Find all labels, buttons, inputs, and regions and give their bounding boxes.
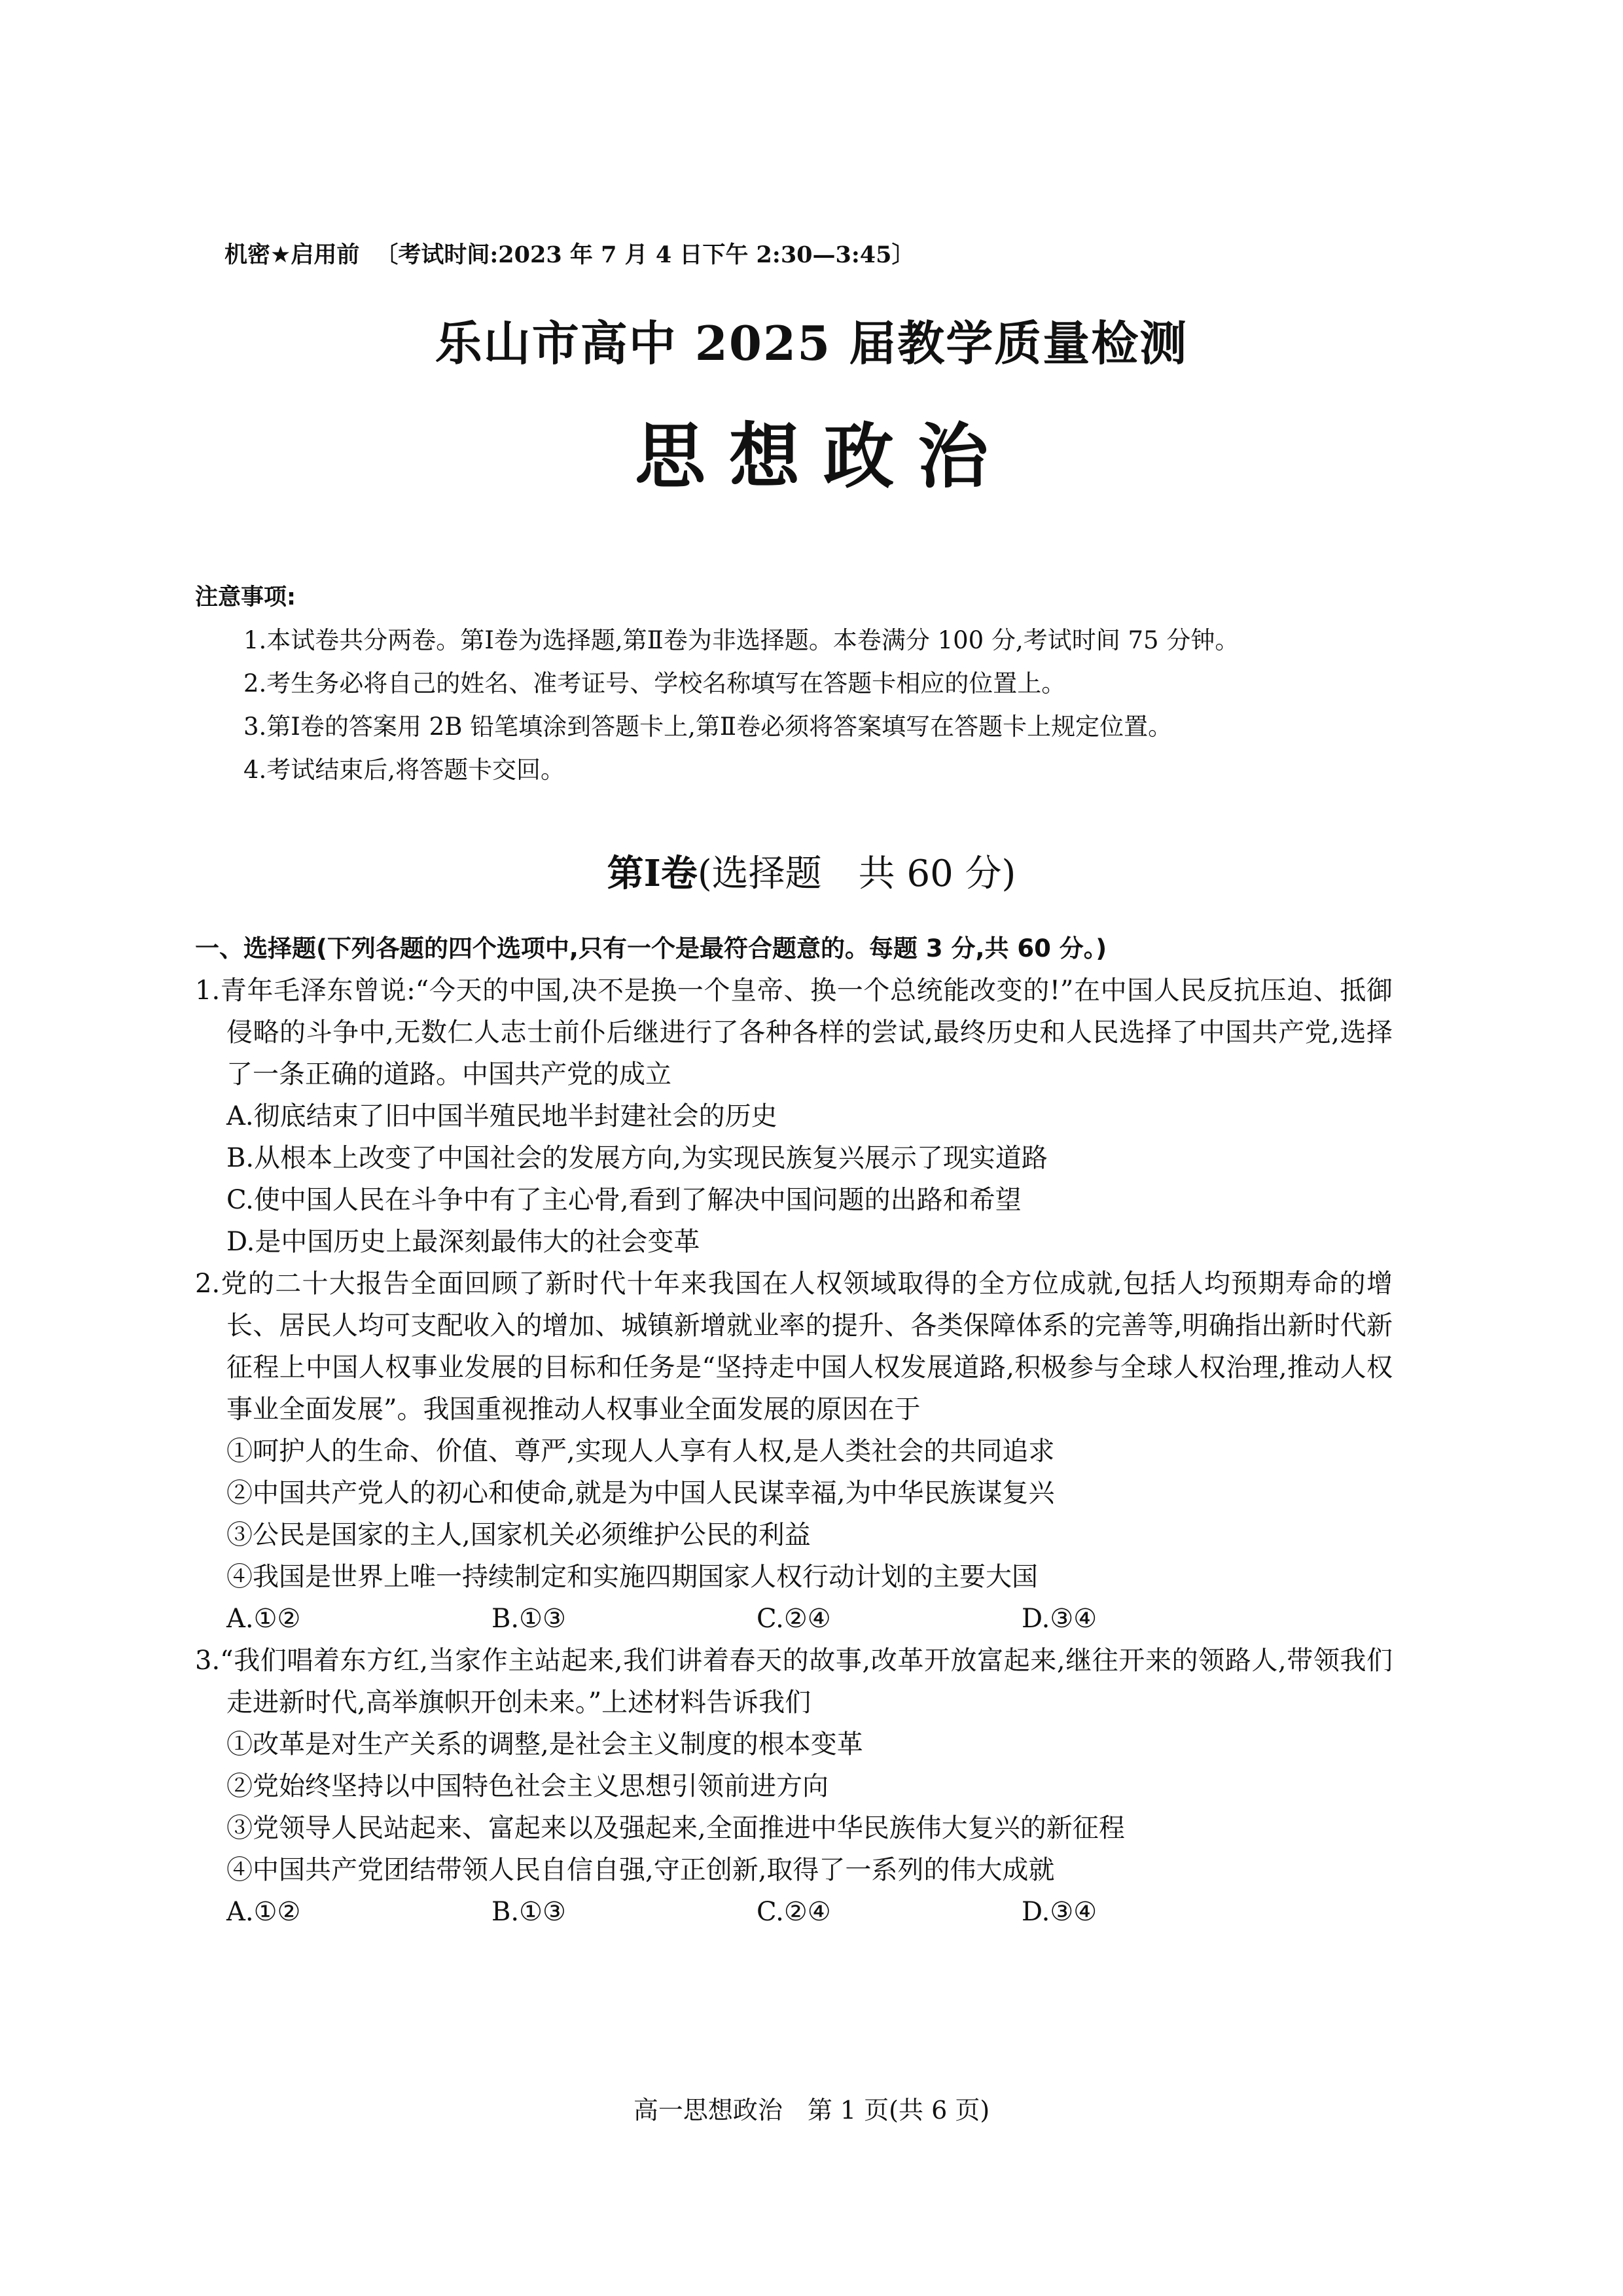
exam-time: 〔考试时间:2023 年 7 月 4 日下午 2:30—3:45〕 <box>375 241 915 268</box>
option-b: B.从根本上改变了中国社会的发展方向,为实现民族复兴展示了现实道路 <box>226 1143 1048 1173</box>
question-stem: 1.青年毛泽东曾说:“今天的中国,决不是换一个皇帝、换一个总统能改变的!”在中国人民反抗压迫、抵御侵略的斗争中,无数仁人志士前仆后继进行了各种各样的尝试,最终历史和人民选择了中国共产党,选择了一条正确的道路。中国共产党的成立 <box>195 976 1393 1089</box>
notice-section <box>195 576 1393 792</box>
subject-title: 思想政治 <box>634 415 1012 498</box>
part-one-title <box>0 844 1623 904</box>
section-heading: 一、选择题(下列各题的四个选项中,只有一个是最符合题意的。每题 3 分,共 60 分。) <box>195 934 1107 963</box>
exam-title: 乐山市高中 2025 届教学质量检测 <box>435 315 1188 371</box>
option-d: D.③④ <box>1022 1897 1097 1927</box>
option-b: B.①③ <box>491 1897 566 1927</box>
confidential-line <box>224 236 915 275</box>
notice-item: 1.本试卷共分两卷。第Ⅰ卷为选择题,第Ⅱ卷为非选择题。本卷满分 100 分,考试时间 75 分钟。 <box>243 626 1240 654</box>
notice-item: 3.第Ⅰ卷的答案用 2B 铅笔填涂到答题卡上,第Ⅱ卷必须将答案填写在答题卡上规定位置。 <box>243 713 1173 741</box>
option-c: C.使中国人民在斗争中有了主心骨,看到了解决中国问题的出路和希望 <box>226 1185 1022 1215</box>
option-a: A.①② <box>226 1897 301 1927</box>
answer-options <box>195 1598 1393 1640</box>
option-d: D.③④ <box>1022 1604 1097 1634</box>
notice-item: 2.考生务必将自己的姓名、准考证号、学校名称填写在答题卡相应的位置上。 <box>243 669 1066 698</box>
notice-heading: 注意事项: <box>195 584 296 610</box>
notice-item: 4.考试结束后,将答题卡交回。 <box>243 756 565 784</box>
option-a: A.①② <box>226 1604 301 1634</box>
question-1 <box>195 970 1393 1263</box>
statement-4: ④中国共产党团结带领人民自信自强,守正创新,取得了一系列的伟大成就 <box>226 1855 1055 1885</box>
confidential-label: 机密★启用前 <box>224 242 360 268</box>
part-one-label: 第Ⅰ卷 <box>607 852 698 895</box>
answer-options <box>195 1891 1393 1933</box>
statement-1: ①呵护人的生命、价值、尊严,实现人人享有人权,是人类社会的共同追求 <box>226 1436 1055 1466</box>
question-3 <box>195 1640 1393 1933</box>
part-one-subtitle: (选择题 共 60 分) <box>697 853 1016 895</box>
option-a: A.彻底结束了旧中国半殖民地半封建社会的历史 <box>226 1101 777 1131</box>
statement-3: ③公民是国家的主人,国家机关必须维护公民的利益 <box>226 1520 811 1550</box>
option-b: B.①③ <box>491 1604 566 1634</box>
question-2 <box>195 1263 1393 1640</box>
option-d: D.是中国历史上最深刻最伟大的社会变革 <box>226 1227 700 1257</box>
statement-2: ②党始终坚持以中国特色社会主义思想引领前进方向 <box>226 1771 829 1801</box>
question-stem: 3.“我们唱着东方红,当家作主站起来,我们讲着春天的故事,改革开放富起来,继往开来的领路人,带领我们走进新时代,高举旗帜开创未来。”上述材料告诉我们 <box>195 1646 1393 1718</box>
statement-1: ①改革是对生产关系的调整,是社会主义制度的根本变革 <box>226 1729 863 1759</box>
question-stem: 2.党的二十大报告全面回顾了新时代十年来我国在人权领域取得的全方位成就,包括人均预期寿命的增长、居民人均可支配收入的增加、城镇新增就业率的提升、各类保障体系的完善等,明确指出新时代新征程上中国人权事业发展的目标和任务是“坚持走中国人权发展道路,积极参与全球人权治理,推动人权事业全面发展”。我国重视推动人权事业全面发展的原因在于 <box>195 1269 1393 1424</box>
page-footer: 高一思想政治 第 1 页(共 6 页) <box>633 2096 990 2125</box>
option-c: C.②④ <box>757 1604 831 1634</box>
questions-section <box>195 928 1393 1933</box>
statement-4: ④我国是世界上唯一持续制定和实施四期国家人权行动计划的主要大国 <box>226 1562 1038 1592</box>
option-c: C.②④ <box>757 1897 831 1927</box>
statement-2: ②中国共产党人的初心和使命,就是为中国人民谋幸福,为中华民族谋复兴 <box>226 1478 1055 1508</box>
statement-3: ③党领导人民站起来、富起来以及强起来,全面推进中华民族伟大复兴的新征程 <box>226 1813 1125 1843</box>
